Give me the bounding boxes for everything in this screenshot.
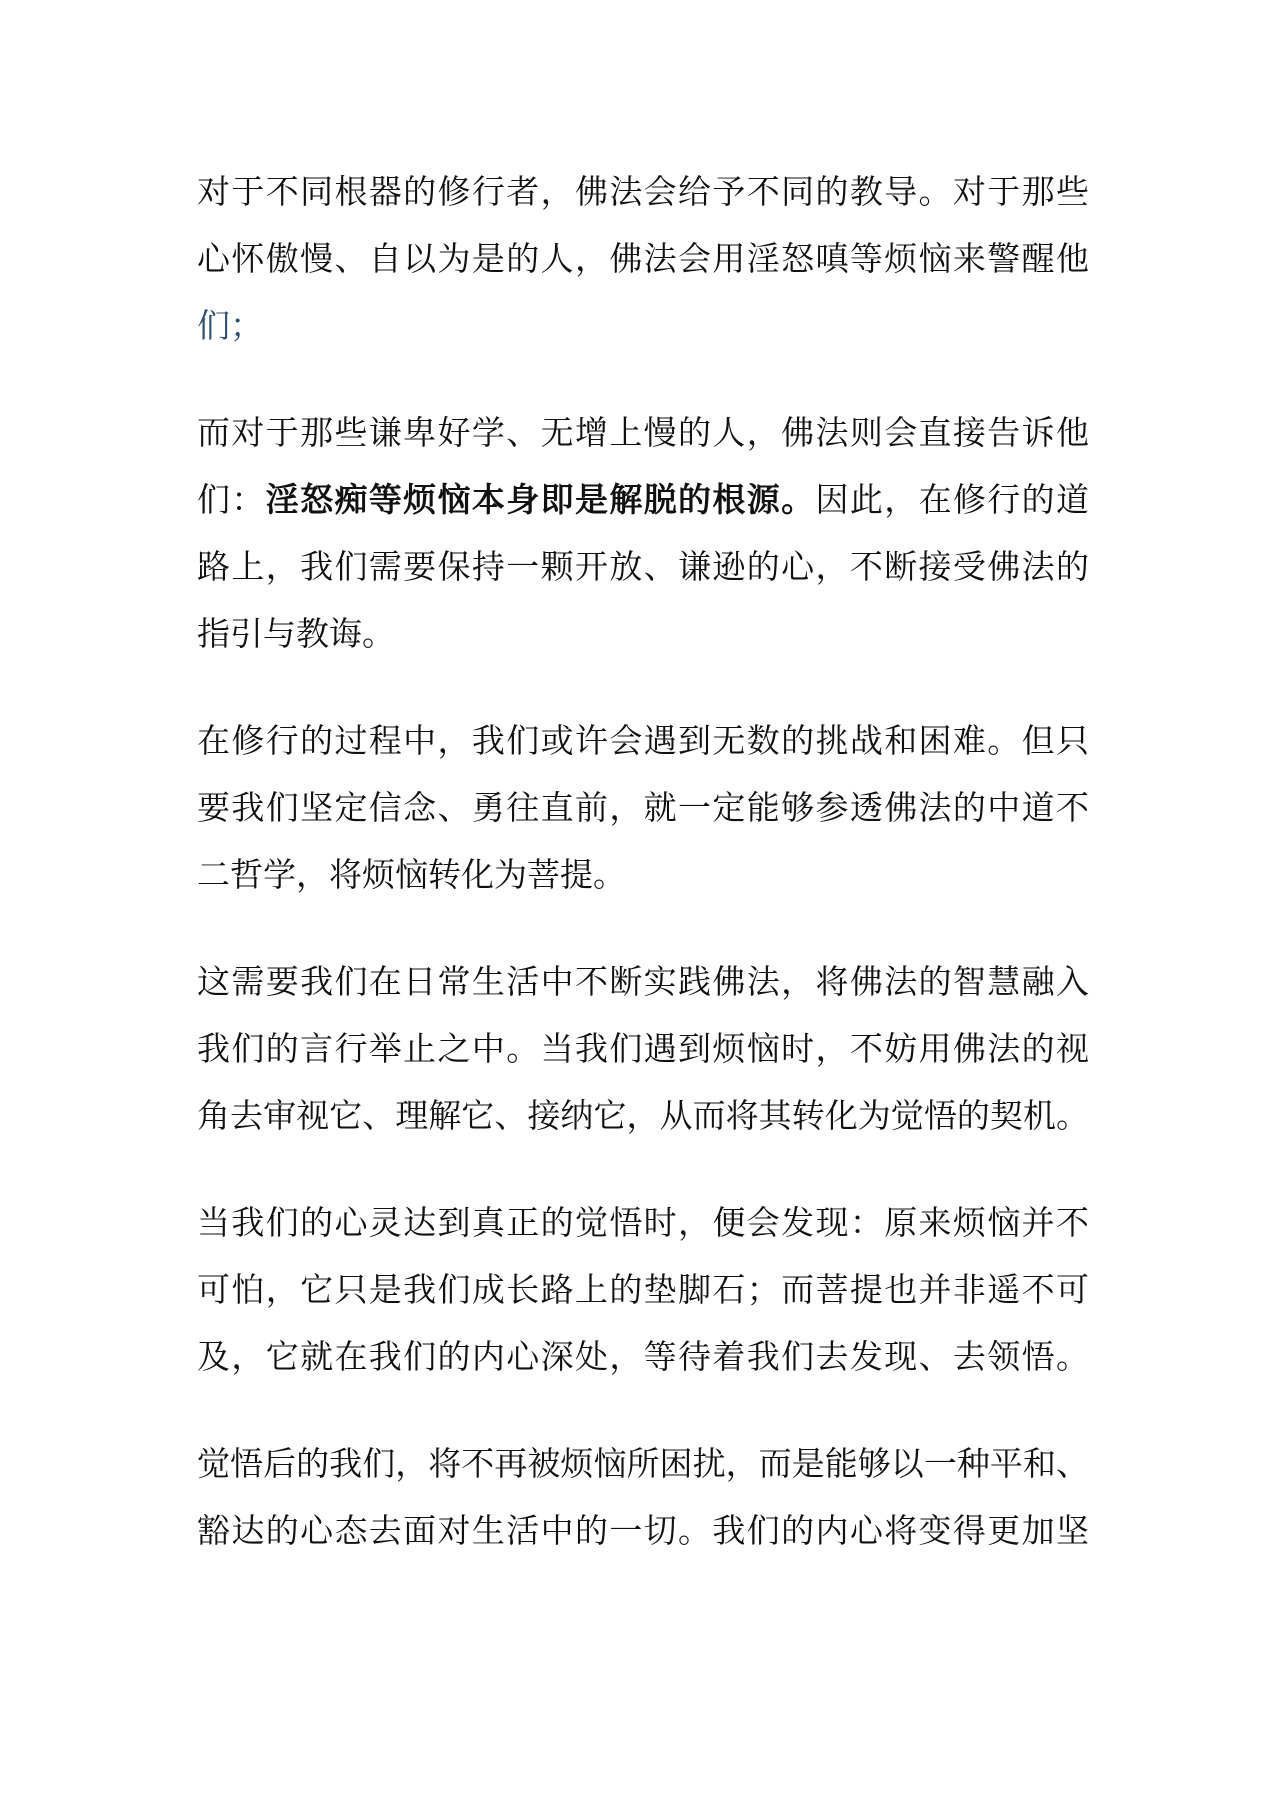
text-line: 要我们坚定信念、勇往直前，就一定能够参透佛法的中道不 [197, 788, 1089, 827]
text-line: 们； [197, 306, 263, 345]
paragraph [197, 399, 1089, 667]
text-line: 及，它就在我们的内心深处，等待着我们去发现、去领悟。 [197, 1337, 1089, 1376]
text-line: 我们的言行举止之中。当我们遇到烦恼时，不妨用佛法的视 [197, 1029, 1089, 1068]
paragraph [197, 158, 1089, 359]
paragraph [197, 948, 1089, 1149]
text-line: 豁达的心态去面对生活中的一切。我们的内心将变得更加坚 [197, 1511, 1089, 1550]
text-line: 这需要我们在日常生活中不断实践佛法，将佛法的智慧融入 [197, 962, 1089, 1001]
text-line: 指引与教诲。 [197, 614, 395, 653]
paragraph [197, 1430, 1089, 1564]
text-line: 觉悟后的我们，将不再被烦恼所困扰，而是能够以一种平和、 [197, 1444, 1089, 1483]
document-body [197, 158, 1089, 1604]
text-line: 在修行的过程中，我们或许会遇到无数的挑战和困难。但只 [197, 721, 1089, 760]
text-line: 角去审视它、理解它、接纳它，从而将其转化为觉悟的契机。 [197, 1096, 1089, 1135]
text-line: 路上，我们需要保持一颗开放、谦逊的心，不断接受佛法的 [197, 547, 1089, 586]
text-line: 可怕，它只是我们成长路上的垫脚石；而菩提也并非遥不可 [197, 1270, 1089, 1309]
text-line [197, 466, 1089, 533]
text-line: 当我们的心灵达到真正的觉悟时，便会发现：原来烦恼并不 [197, 1203, 1089, 1242]
text-line: 二哲学，将烦恼转化为菩提。 [197, 855, 626, 894]
paragraph [197, 707, 1089, 908]
text-segment: 们： [197, 480, 266, 519]
paragraph [197, 1189, 1089, 1390]
text-line: 而对于那些谦卑好学、无增上慢的人，佛法则会直接告诉他 [197, 413, 1089, 452]
text-line: 对于不同根器的修行者，佛法会给予不同的教导。对于那些 [197, 172, 1089, 211]
text-segment: 因此，在修行的道 [815, 480, 1090, 519]
bold-emphasis-text: 淫怒痴等烦恼本身即是解脱的根源。 [265, 480, 816, 519]
text-line: 心怀傲慢、自以为是的人，佛法会用淫怒嗔等烦恼来警醒他 [197, 239, 1089, 278]
